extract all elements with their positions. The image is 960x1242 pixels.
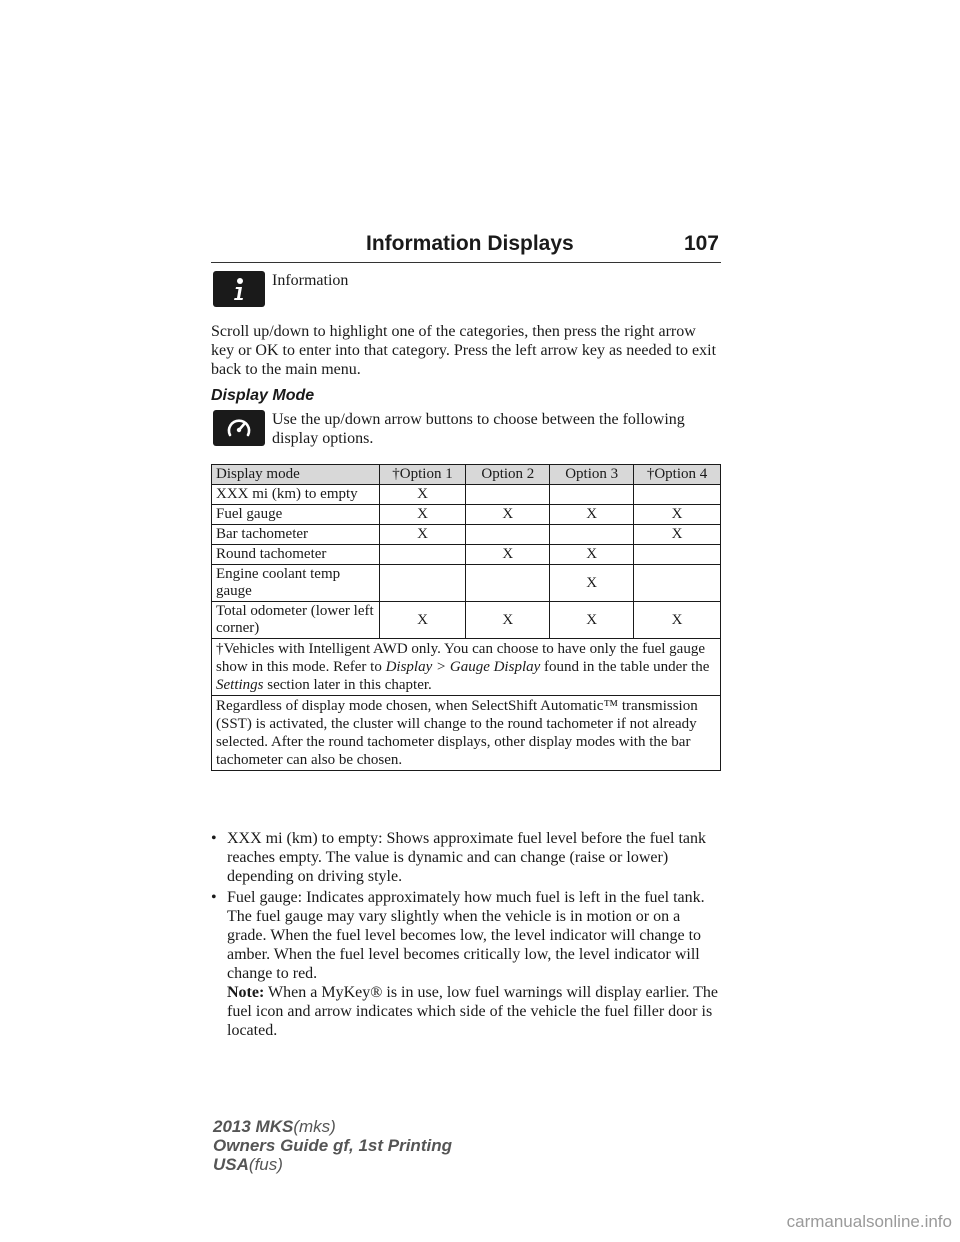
table-cell: X bbox=[466, 602, 550, 639]
table-cell: X bbox=[634, 525, 721, 545]
table-cell bbox=[634, 485, 721, 505]
table-cell: X bbox=[466, 505, 550, 525]
table-cell: X bbox=[550, 545, 634, 565]
table-row bbox=[212, 602, 721, 639]
bullet-body bbox=[227, 888, 721, 1040]
note-label: Note: bbox=[227, 984, 265, 1001]
footer-line-2 bbox=[213, 1136, 452, 1155]
table-cell: X bbox=[379, 485, 466, 505]
table-cell bbox=[634, 545, 721, 565]
table-note-row bbox=[212, 696, 721, 771]
gauge-icon bbox=[213, 410, 265, 446]
table-cell: XXX mi (km) to empty bbox=[212, 485, 380, 505]
footer-line-1 bbox=[213, 1117, 452, 1136]
info-label: Information bbox=[272, 272, 349, 289]
page-number: 107 bbox=[683, 232, 719, 255]
table-cell: X bbox=[379, 602, 466, 639]
footer-region-code: (fus) bbox=[248, 1155, 283, 1174]
table-cell bbox=[379, 545, 466, 565]
table-cell: Round tachometer bbox=[212, 545, 380, 565]
footer-guide: Owners Guide gf, 1st Printing bbox=[213, 1136, 452, 1155]
table-cell: X bbox=[379, 505, 466, 525]
table-cell bbox=[634, 565, 721, 602]
footnote-text: section later in this chapter. bbox=[267, 677, 432, 693]
table-row bbox=[212, 525, 721, 545]
table-cell: X bbox=[379, 525, 466, 545]
list-item bbox=[211, 829, 721, 886]
table-header-row bbox=[212, 465, 721, 485]
footer-region: USA bbox=[213, 1155, 249, 1174]
sst-note: Regardless of display mode chosen, when SelectShift Automatic™ transmission (SST) is activated, the cluster will change to the round tachometer if not already selected. After the round tachometer displays, other display modes with the bar tachometer can also be chosen. bbox=[212, 696, 721, 771]
settings-reference: Settings bbox=[216, 677, 264, 693]
table-cell bbox=[466, 565, 550, 602]
intro-paragraph: Scroll up/down to highlight one of the categories, then press the right arrow key or OK to enter into that category. Press the left arrow key as needed to exit back to the main menu. bbox=[211, 323, 717, 378]
table-row bbox=[212, 545, 721, 565]
table-cell bbox=[550, 525, 634, 545]
note-text: When a MyKey® is in use, low fuel warnings will display earlier. The fuel icon and arrow indicates which side of the vehicle the fuel filler door is located. bbox=[227, 984, 719, 1039]
watermark: carmanualsonline.info bbox=[786, 1212, 952, 1231]
table-cell bbox=[379, 565, 466, 602]
table-cell: X bbox=[550, 505, 634, 525]
gauge-display-reference: Display > Gauge Display bbox=[385, 659, 541, 675]
column-header: Option 2 bbox=[466, 465, 550, 485]
display-mode-heading: Display Mode bbox=[211, 387, 315, 404]
table-cell: Total odometer (lower left corner) bbox=[212, 602, 380, 639]
table-cell: X bbox=[550, 602, 634, 639]
info-icon bbox=[213, 271, 265, 307]
table-row bbox=[212, 565, 721, 602]
footnote-text: found in the table under the bbox=[544, 659, 710, 675]
table-cell: Bar tachometer bbox=[212, 525, 380, 545]
bullet-icon: • bbox=[211, 889, 217, 906]
bullet-text: Fuel gauge: Indicates approximately how much fuel is left in the fuel tank. The fuel gauge may vary slightly when the vehicle is in motion or on a grade. When the fuel level becomes low, the level indicator will change to amber. When the fuel level becomes critically low, the level indicator will change to red. bbox=[227, 889, 705, 982]
table-row bbox=[212, 505, 721, 525]
table-cell bbox=[466, 485, 550, 505]
column-header: Option 3 bbox=[550, 465, 634, 485]
page-header bbox=[211, 228, 721, 263]
display-mode-text: Use the up/down arrow buttons to choose between the following display options. bbox=[272, 411, 685, 447]
footnote-text: †Vehicles with Intelligent AWD only. You can choose to have only the fuel gauge show in this mode. Refer to bbox=[216, 641, 705, 675]
column-header: †Option 1 bbox=[379, 465, 466, 485]
list-item bbox=[211, 888, 721, 1040]
table-cell: Fuel gauge bbox=[212, 505, 380, 525]
table-cell: X bbox=[550, 565, 634, 602]
table-cell bbox=[466, 525, 550, 545]
table-cell bbox=[550, 485, 634, 505]
table-note-row bbox=[212, 639, 721, 696]
table-cell: Engine coolant temp gauge bbox=[212, 565, 380, 602]
bullet-text: XXX mi (km) to empty: Shows approximate fuel level before the fuel tank reaches empty. The value is dynamic and can change (raise or lower) depending on driving style. bbox=[227, 830, 706, 885]
section-title: Information Displays bbox=[366, 232, 574, 255]
footer-line-3 bbox=[213, 1155, 452, 1174]
table-row bbox=[212, 485, 721, 505]
footer-model-code: (mks) bbox=[293, 1117, 336, 1136]
bullet-icon: • bbox=[211, 830, 217, 847]
table-cell: X bbox=[634, 602, 721, 639]
footer-model: 2013 MKS bbox=[213, 1117, 294, 1136]
column-header: Display mode bbox=[212, 465, 380, 485]
awd-footnote bbox=[212, 639, 721, 696]
column-header: †Option 4 bbox=[634, 465, 721, 485]
display-mode-table bbox=[211, 464, 721, 771]
page-footer bbox=[213, 1117, 452, 1174]
table-cell: X bbox=[634, 505, 721, 525]
table-cell: X bbox=[466, 545, 550, 565]
